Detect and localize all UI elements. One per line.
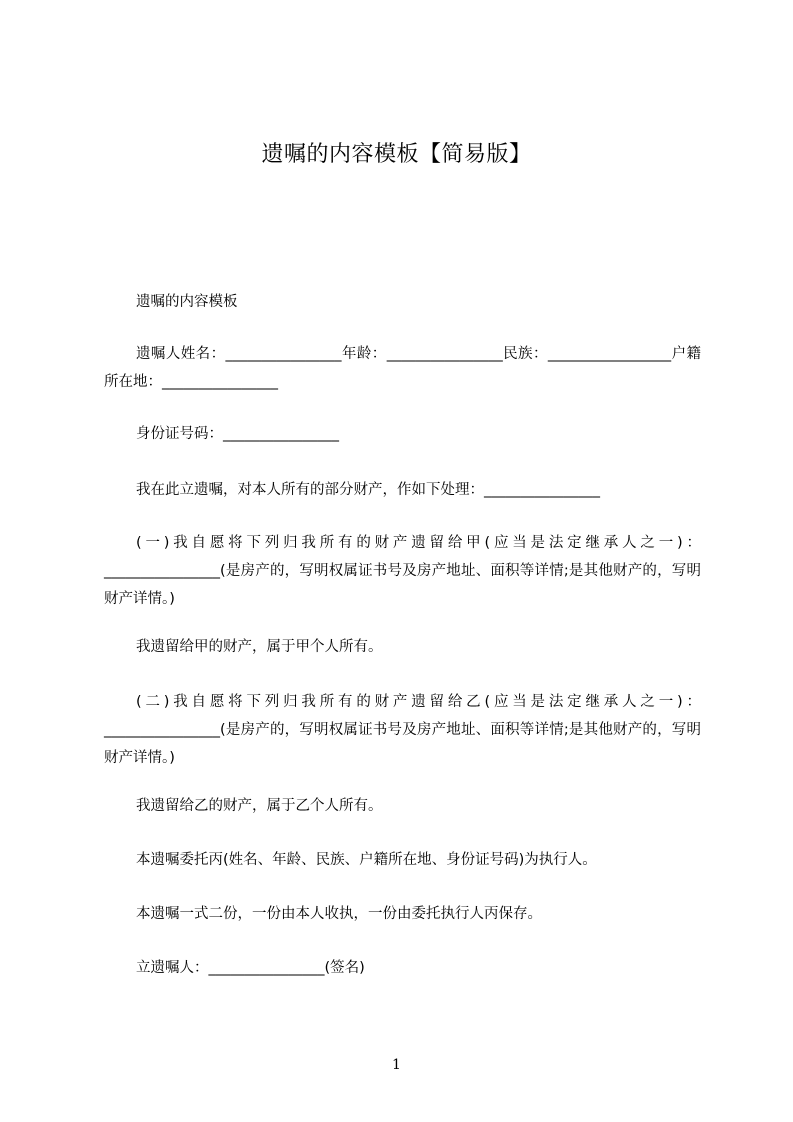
- bequest-item-one: (一)我自愿将下列归我所有的财产遗留给甲(应当是法定继承人之一)：________________(是房产的，写明权属证书号及房产地址、面积等详情;是其他财产的，写明财产详情。): [104, 535, 701, 607]
- declaration-paragraph: 我在此立遗嘱，对本人所有的部分财产，作如下处理：________________: [136, 482, 600, 498]
- signature-line: 立遗嘱人：________________(签名): [136, 960, 365, 976]
- section-heading: 遗嘱的内容模板: [136, 294, 238, 310]
- testator-info-line: 遗嘱人姓名：________________年龄：________________民族：_________________户籍所在地：________________: [104, 346, 701, 390]
- bequest-one-ownership: 我遗留给甲的财产，属于甲个人所有。: [136, 639, 383, 655]
- page-number: 1: [392, 1057, 401, 1073]
- document-title: 遗嘱的内容模板【简易版】: [261, 142, 532, 167]
- id-number-line: 身份证号码：________________: [136, 426, 339, 442]
- copies-paragraph: 本遗嘱一式二份，一份由本人收执，一份由委托执行人丙保存。: [136, 906, 542, 922]
- bequest-two-ownership: 我遗留给乙的财产，属于乙个人所有。: [136, 798, 383, 814]
- executor-paragraph: 本遗嘱委托丙(姓名、年龄、民族、户籍所在地、身份证号码)为执行人。: [136, 852, 597, 868]
- bequest-item-two: (二)我自愿将下列归我所有的财产遗留给乙(应当是法定继承人之一)：________________(是房产的，写明权属证书号及房产地址、面积等详情;是其他财产的，写明财产详情。): [104, 694, 701, 766]
